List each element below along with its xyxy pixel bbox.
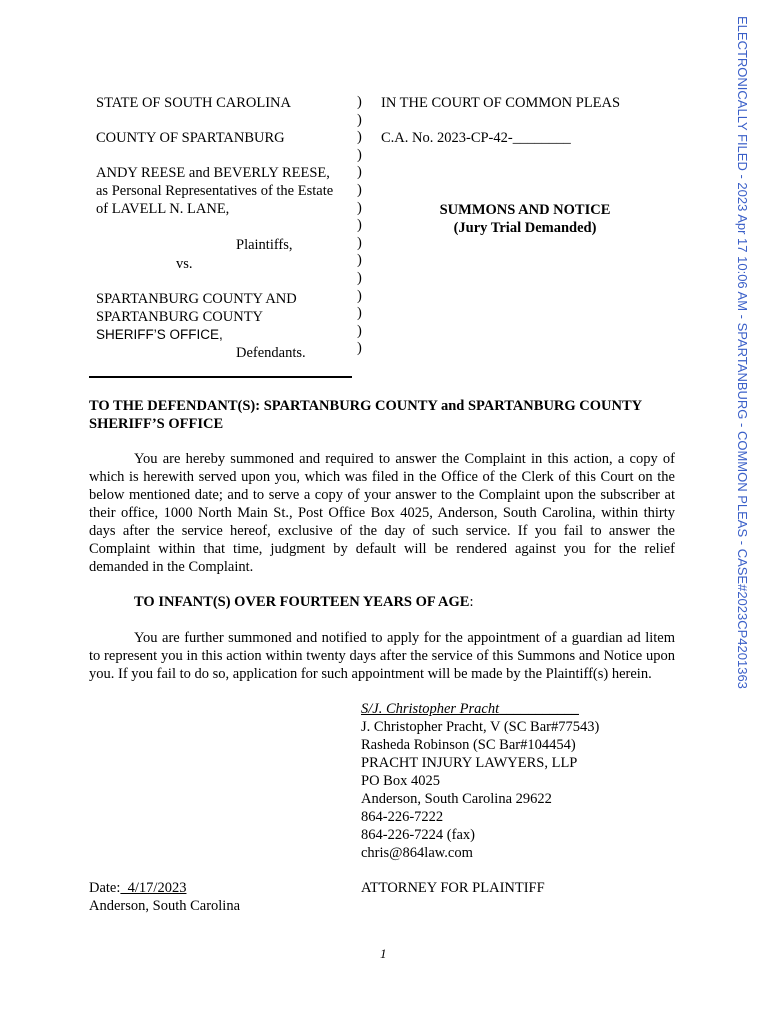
attorney-name-1: J. Christopher Pracht, V (SC Bar#77543) (361, 719, 600, 735)
firm-phone: 864-226-7222 (361, 809, 444, 825)
date-label: Date: (89, 880, 121, 896)
plaintiff-name-line2: as Personal Representatives of the Estate (96, 183, 334, 199)
document-subtitle: (Jury Trial Demanded) (453, 220, 597, 236)
attorney-signature: S/J. Christopher Pracht (361, 701, 500, 717)
defendants-heading-line1: TO THE DEFENDANT(S): SPARTANBURG COUNTY and SPARTANBURG COUNTY (89, 398, 643, 414)
infants-heading (134, 593, 473, 611)
caption-parenthesis-column: ) ) ) ) ) ) ) ) ) ) ) ) ) ) ) (357, 94, 362, 357)
date-line (89, 879, 186, 897)
summons-paragraph: You are hereby summoned and required to answer the Complaint in this action, a copy of which is herewith served upon you, which was filed in the Office of the Clerk of this Court on the below mentioned date; and to serve a copy of your answer to the Complaint upon the subscriber at their office, 1000 North Main St., Post Office Box 4025, Anderson, South Carolina, within thirty days after the service hereof, exclusive of the day of such service. If you fail to answer the Complaint within that time, judgment by default will be rendered against you for the relief demanded in the Complaint. (89, 451, 675, 575)
caption-divider (89, 376, 352, 378)
case-number: C.A. No. 2023-CP-42-________ (381, 130, 571, 146)
court-name: IN THE COURT OF COMMON PLEAS (381, 95, 621, 111)
page-number: 1 (380, 946, 387, 961)
date-place: Anderson, South Carolina (89, 898, 241, 914)
defendants-label: Defendants. (236, 345, 306, 361)
caption-county: COUNTY OF SPARTANBURG (96, 130, 285, 146)
plaintiff-name-line3: of LAVELL N. LANE, (96, 201, 230, 217)
infants-heading-text: TO INFANT(S) OVER FOURTEEN YEARS OF AGE (134, 594, 470, 610)
signature-underline: ___________ (499, 701, 579, 717)
versus-label: vs. (176, 256, 193, 272)
attorney-role: ATTORNEY FOR PLAINTIFF (361, 880, 545, 896)
caption-state: STATE OF SOUTH CAROLINA (96, 95, 291, 111)
date-value: 4/17/2023 (120, 880, 187, 896)
guardian-paragraph: You are further summoned and notified to apply for the appointment of a guardian ad litem to represent you in this action within twenty days after the service of this Summons and Notice upon you. If you fail to do so, application for such appointment will be made by the Plaintiff(s) herein. (89, 630, 675, 682)
law-firm-name: PRACHT INJURY LAWYERS, LLP (361, 755, 578, 771)
signature-line (361, 700, 579, 718)
defendant-name-line3: SHERIFF’S OFFICE, (96, 327, 223, 342)
defendants-heading-line2: SHERIFF’S OFFICE (89, 416, 224, 432)
firm-email[interactable]: chris@864law.com (361, 845, 473, 861)
efiling-stamp: ELECTRONICALLY FILED - 2023 Apr 17 10:06 AM - SPARTANBURG - COMMON PLEAS - CASE#2023CP4201363 (735, 16, 750, 689)
firm-fax: 864-226-7224 (fax) (361, 827, 475, 843)
plaintiffs-label: Plaintiffs, (236, 237, 293, 253)
infants-heading-colon: : (469, 594, 474, 610)
defendant-name-line1: SPARTANBURG COUNTY AND (96, 291, 297, 307)
attorney-name-2: Rasheda Robinson (SC Bar#104454) (361, 737, 576, 753)
document-title: SUMMONS AND NOTICE (439, 202, 611, 218)
firm-city-state-zip: Anderson, South Carolina 29622 (361, 791, 552, 807)
firm-po-box: PO Box 4025 (361, 773, 440, 789)
plaintiff-name-line1: ANDY REESE and BEVERLY REESE, (96, 165, 330, 181)
defendant-name-line2: SPARTANBURG COUNTY (96, 309, 264, 325)
